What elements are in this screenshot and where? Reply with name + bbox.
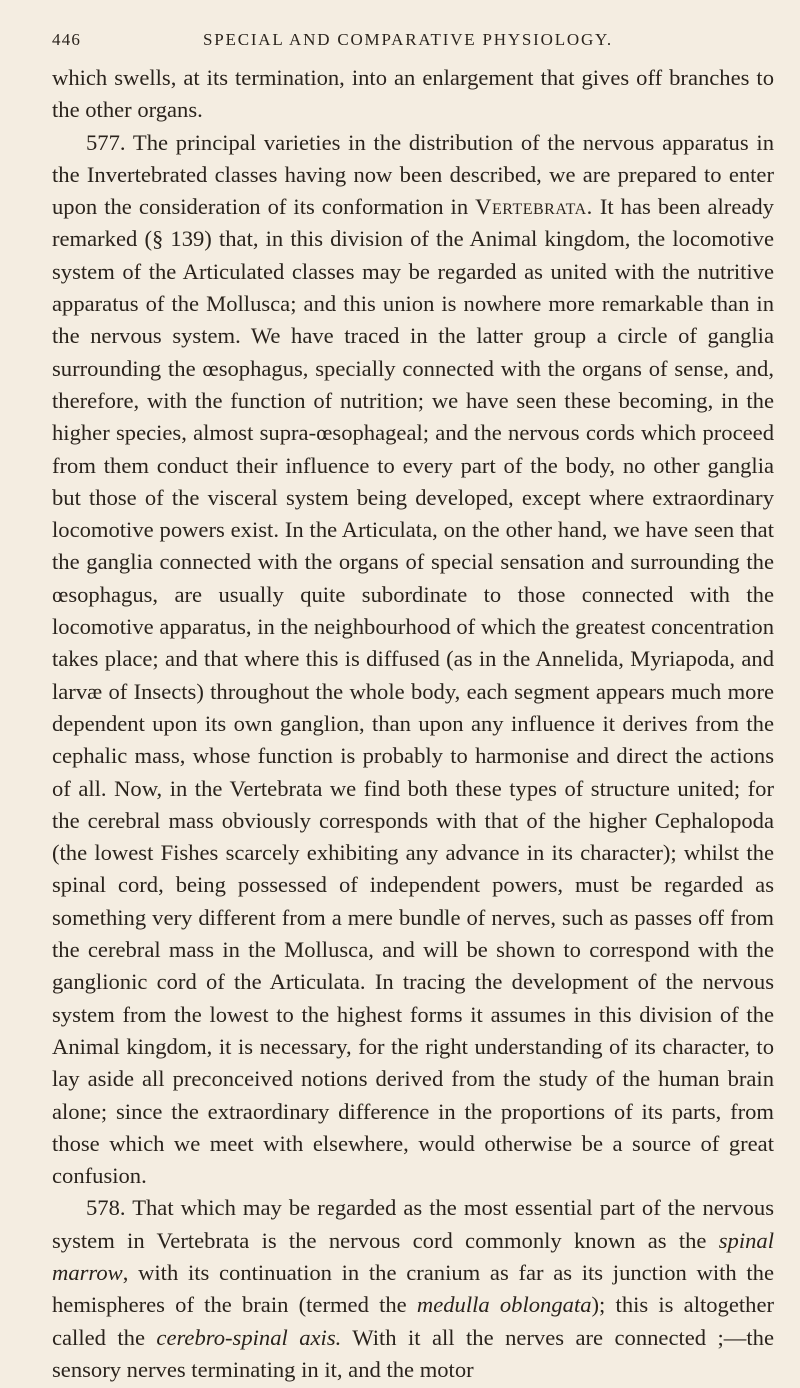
small-caps-term: Vertebrata. [475,194,593,220]
paragraph-continuation [52,62,774,127]
italic-term: spinal marrow [52,1227,774,1285]
paragraph-text-part: That which may be regarded as the most essential part of the nervous system in Vertebrata is the nervous cord commonly known as the [52,1195,774,1253]
paragraph-text-part: With it all the nerves are connected ;—the sensory nerves terminating in it, and the motor [52,1324,774,1382]
section-number: 577. [86,129,126,155]
body-text [52,62,774,1386]
italic-term: medulla oblongata [416,1292,592,1318]
running-title: SPECIAL AND COMPARATIVE PHYSIOLOGY. [203,30,613,49]
paragraph-578 [52,1192,774,1386]
italic-term: cerebro-spinal axis. [156,1324,342,1350]
paragraph-text-part: The principal varieties in the distribution of the nervous apparatus in the Invertebrated classes having now been described, we are prepared to enter upon the consideration of its conformation in [52,129,774,220]
paragraph-577 [52,127,774,1193]
paragraph-text: which swells, at its termination, into an enlargement that gives off branches to the other organs. [52,65,774,123]
section-number: 578. [86,1195,126,1221]
page-header [52,30,764,60]
paragraph-text-part: ); this is altogether called the [52,1292,775,1350]
page-number: 446 [52,30,82,49]
paragraph-text-part: , with its continuation in the cranium as far as its junction with the hemispheres of the brain (termed the [52,1259,774,1318]
paragraph-text-part: It has been already remarked (§ 139) that, in this division of the Animal kingdom, the locomotive system of the Articulated classes may be regarded as united with the nutritive apparatus of the Mollusca; and this union is nowhere more remarkable than in the nervous system. We have traced in the latter group a circle of ganglia surrounding the œsophagus, specially connected with the organs of sense, and, therefore, with the function of nutrition; we have seen these becoming, in the higher species, almost supra-œsophageal; and the nervous cords which proceed from them conduct their influence to every part of the body, no other ganglia but those of the visceral system being developed, except where extraordinary locomotive powers exist. In the Articulata, on the other hand, we have seen that the ganglia connected with the organs of special sensation and surrounding the œsophagus, are usually quite subordinate to those connected with the locomotive apparatus, in the neighbourhood of which the greatest concentration takes place; and that where this is diffused (as in the Annelida, Myriapoda, and larvæ of Insects) throughout the whole body, each segment appears much more dependent upon its own ganglion, than upon any influence it derives from the cephalic mass, whose function is probably to harmonise and direct the actions of all. Now, in the Vertebrata we find both these types of structure united; for the cerebral mass obviously corresponds with that of the higher Cephalopoda (the lowest Fishes scarcely exhibiting any advance in its character); whilst the spinal cord, being possessed of independent powers, must be regarded as something very different from a mere bundle of nerves, such as passes off from the cerebral mass in the Mollusca, and will be shown to correspond with the ganglionic cord of the Articulata. In tracing the development of the nervous system from the lowest to the highest forms it assumes in this division of the Animal kingdom, it is necessary, for the right understanding of its character, to lay aside all preconceived notions derived from the study of the human brain alone; since the extraordinary difference in the proportions of its parts, from those which we meet with elsewhere, would otherwise be a source of great confusion. [52,194,774,1189]
